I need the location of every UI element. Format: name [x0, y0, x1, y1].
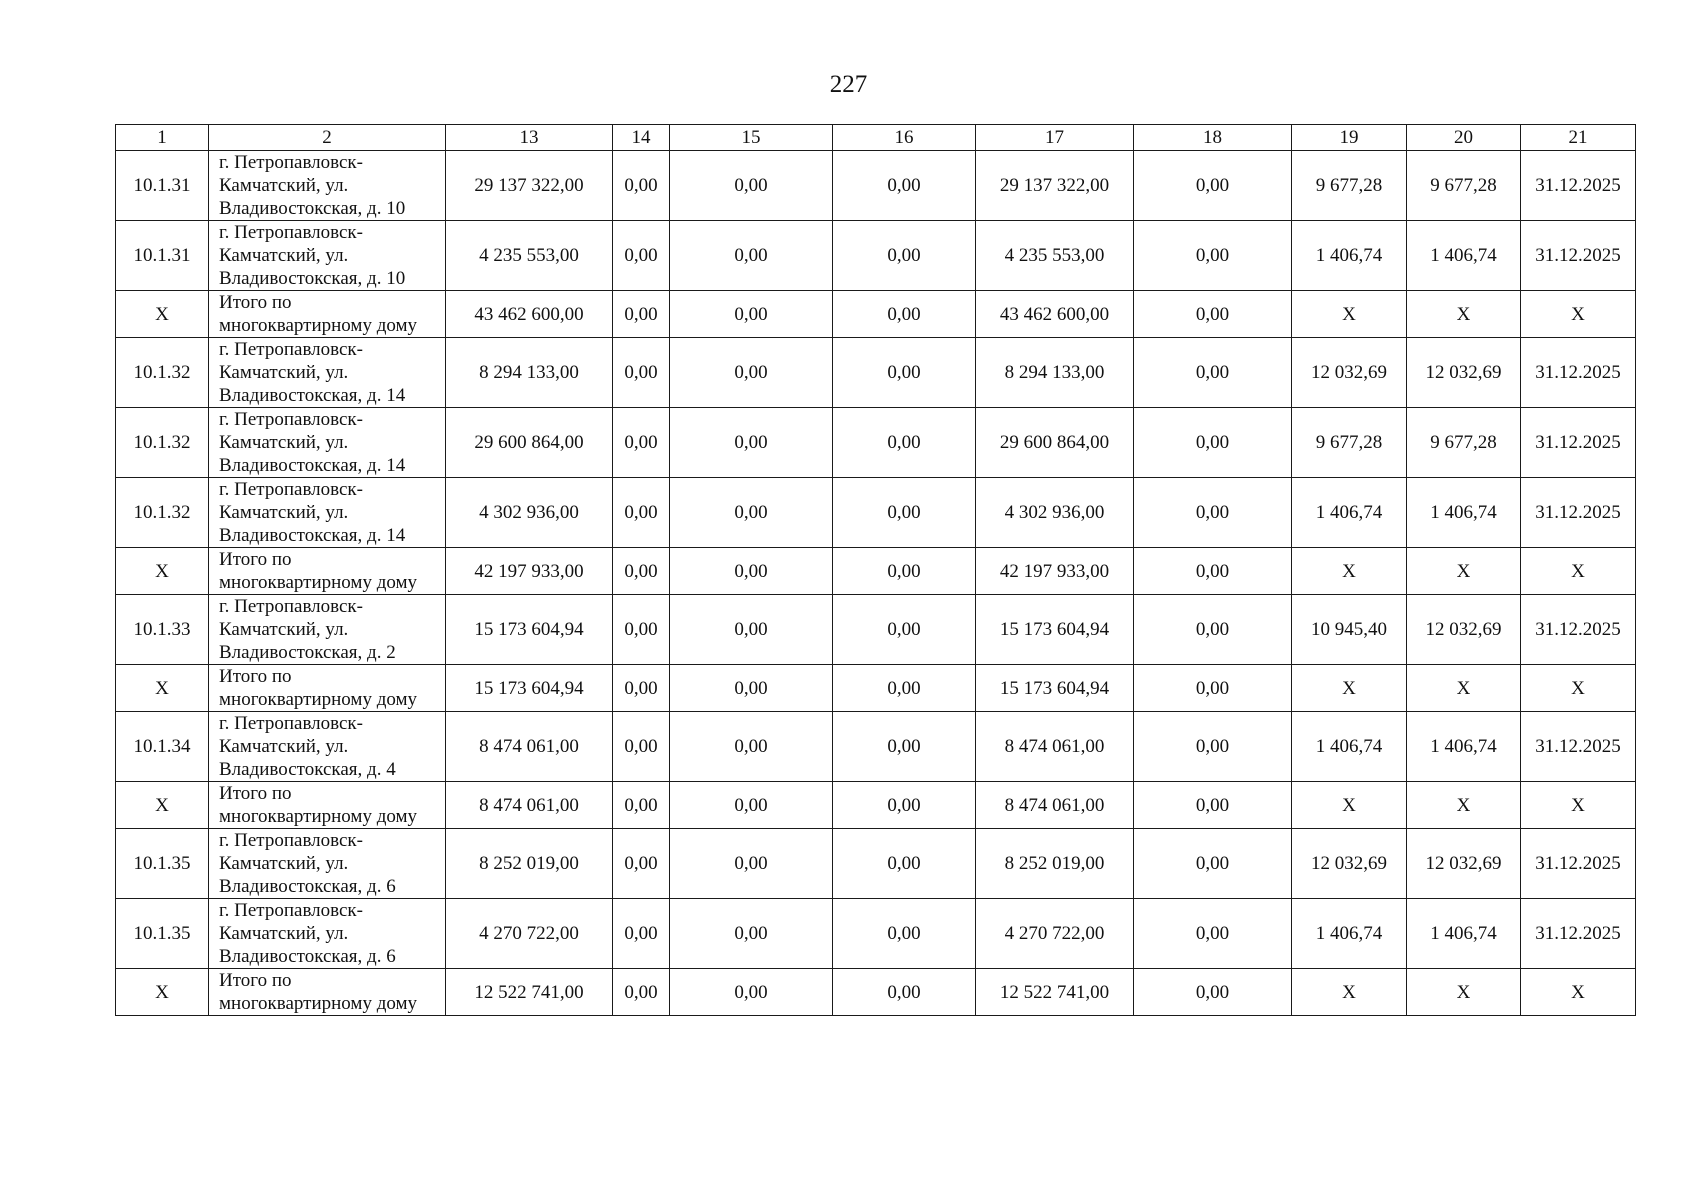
cell-col-20: Х	[1407, 665, 1521, 712]
cell-col-17: 8 294 133,00	[976, 338, 1134, 408]
cell-col-18: 0,00	[1134, 665, 1292, 712]
cell-col-21: 31.12.2025	[1521, 595, 1636, 665]
address-line: Камчатский, ул.	[219, 245, 349, 266]
table-row	[116, 478, 1636, 548]
cell-col-16: 0,00	[833, 899, 976, 969]
cell-col-16: 0,00	[833, 221, 976, 291]
table-row	[116, 221, 1636, 291]
address-line: Итого по	[219, 783, 292, 804]
cell-address	[209, 782, 446, 829]
cell-col-20: 9 677,28	[1407, 408, 1521, 478]
cell-col-14: 0,00	[613, 151, 670, 221]
cell-col-13: 15 173 604,94	[446, 665, 613, 712]
cell-col-15: 0,00	[670, 899, 833, 969]
cell-col-18: 0,00	[1134, 595, 1292, 665]
address-line: многоквартирному дому	[219, 689, 418, 710]
cell-col-13: 4 270 722,00	[446, 899, 613, 969]
address-line: Итого по	[219, 666, 292, 687]
cell-col-21: 31.12.2025	[1521, 712, 1636, 782]
column-header-col-13: 13	[446, 125, 613, 151]
address-line: Владивостокская, д. 6	[219, 946, 396, 967]
cell-col-17: 4 302 936,00	[976, 478, 1134, 548]
cell-col-14: 0,00	[613, 548, 670, 595]
cell-col-20: Х	[1407, 291, 1521, 338]
cell-col-17: 4 270 722,00	[976, 899, 1134, 969]
cell-col-21: Х	[1521, 782, 1636, 829]
cell-col-21: 31.12.2025	[1521, 408, 1636, 478]
address-line: многоквартирному дому	[219, 993, 418, 1014]
cell-col-17: 15 173 604,94	[976, 595, 1134, 665]
total-row	[116, 665, 1636, 712]
cell-address	[209, 595, 446, 665]
cell-col-19: 12 032,69	[1292, 338, 1407, 408]
cell-col-19: 1 406,74	[1292, 221, 1407, 291]
table-row	[116, 712, 1636, 782]
cell-col-20: 12 032,69	[1407, 595, 1521, 665]
cell-col-15: 0,00	[670, 291, 833, 338]
cell-col-17: 42 197 933,00	[976, 548, 1134, 595]
address-line: Камчатский, ул.	[219, 175, 349, 196]
cell-col-13: 12 522 741,00	[446, 969, 613, 1016]
cell-col-16: 0,00	[833, 408, 976, 478]
cell-col-17: 8 474 061,00	[976, 712, 1134, 782]
cell-col-18: 0,00	[1134, 338, 1292, 408]
total-row	[116, 782, 1636, 829]
cell-row-number: Х	[116, 665, 209, 712]
cell-col-15: 0,00	[670, 221, 833, 291]
table-row	[116, 151, 1636, 221]
cell-row-number: Х	[116, 548, 209, 595]
address-line: Итого по	[219, 549, 292, 570]
column-header-col-14: 14	[613, 125, 670, 151]
cell-col-18: 0,00	[1134, 829, 1292, 899]
cell-address	[209, 478, 446, 548]
cell-col-13: 4 302 936,00	[446, 478, 613, 548]
cell-row-number: 10.1.32	[116, 408, 209, 478]
cell-row-number: 10.1.31	[116, 151, 209, 221]
address-line: Камчатский, ул.	[219, 362, 349, 383]
column-header-address: 2	[209, 125, 446, 151]
cell-address	[209, 829, 446, 899]
cell-col-14: 0,00	[613, 595, 670, 665]
cell-col-16: 0,00	[833, 712, 976, 782]
cell-col-13: 29 137 322,00	[446, 151, 613, 221]
cell-col-20: 1 406,74	[1407, 221, 1521, 291]
cell-address	[209, 665, 446, 712]
address-line: г. Петропавловск-	[219, 713, 363, 734]
cell-col-16: 0,00	[833, 969, 976, 1016]
cell-address	[209, 899, 446, 969]
column-header-col-15: 15	[670, 125, 833, 151]
table-body	[116, 125, 1636, 1016]
cell-col-20: 1 406,74	[1407, 712, 1521, 782]
cell-col-14: 0,00	[613, 291, 670, 338]
cell-row-number: 10.1.32	[116, 338, 209, 408]
cell-row-number: 10.1.33	[116, 595, 209, 665]
cell-col-18: 0,00	[1134, 151, 1292, 221]
address-line: Владивостокская, д. 14	[219, 455, 406, 476]
cell-col-13: 29 600 864,00	[446, 408, 613, 478]
cell-col-20: 9 677,28	[1407, 151, 1521, 221]
total-row	[116, 548, 1636, 595]
cell-col-15: 0,00	[670, 408, 833, 478]
cell-col-15: 0,00	[670, 829, 833, 899]
cell-col-16: 0,00	[833, 548, 976, 595]
address-line: г. Петропавловск-	[219, 596, 363, 617]
table-row	[116, 899, 1636, 969]
page-number: 227	[829, 71, 868, 98]
cell-address	[209, 291, 446, 338]
cell-col-21: Х	[1521, 548, 1636, 595]
column-header-col-19: 19	[1292, 125, 1407, 151]
column-header-col-21: 21	[1521, 125, 1636, 151]
cell-col-13: 8 474 061,00	[446, 782, 613, 829]
cell-address	[209, 408, 446, 478]
cell-col-18: 0,00	[1134, 899, 1292, 969]
cell-col-14: 0,00	[613, 665, 670, 712]
cell-col-18: 0,00	[1134, 478, 1292, 548]
cell-col-19: Х	[1292, 291, 1407, 338]
cell-col-17: 43 462 600,00	[976, 291, 1134, 338]
address-line: г. Петропавловск-	[219, 830, 363, 851]
cell-col-21: 31.12.2025	[1521, 151, 1636, 221]
cell-col-20: Х	[1407, 548, 1521, 595]
cell-col-20: 12 032,69	[1407, 829, 1521, 899]
cell-col-15: 0,00	[670, 782, 833, 829]
cell-col-15: 0,00	[670, 595, 833, 665]
address-line: Владивостокская, д. 6	[219, 876, 396, 897]
address-line: Камчатский, ул.	[219, 853, 349, 874]
address-line: Владивостокская, д. 14	[219, 385, 406, 406]
address-line: Владивостокская, д. 2	[219, 642, 396, 663]
cell-col-17: 8 252 019,00	[976, 829, 1134, 899]
cell-col-19: Х	[1292, 969, 1407, 1016]
cell-col-18: 0,00	[1134, 221, 1292, 291]
cell-address	[209, 548, 446, 595]
cell-address	[209, 338, 446, 408]
cell-col-16: 0,00	[833, 478, 976, 548]
cell-col-14: 0,00	[613, 782, 670, 829]
address-line: г. Петропавловск-	[219, 900, 363, 921]
address-line: Итого по	[219, 292, 292, 313]
column-header-col-17: 17	[976, 125, 1134, 151]
cell-row-number: Х	[116, 969, 209, 1016]
address-line: многоквартирному дому	[219, 315, 418, 336]
address-line: Камчатский, ул.	[219, 619, 349, 640]
address-line: Владивостокская, д. 10	[219, 198, 406, 219]
column-header-col-18: 18	[1134, 125, 1292, 151]
table-row	[116, 338, 1636, 408]
header-row	[116, 125, 1636, 151]
cell-col-14: 0,00	[613, 712, 670, 782]
cell-row-number: 10.1.31	[116, 221, 209, 291]
cell-col-13: 8 474 061,00	[446, 712, 613, 782]
total-row	[116, 969, 1636, 1016]
cell-col-18: 0,00	[1134, 782, 1292, 829]
table-row	[116, 829, 1636, 899]
cell-col-14: 0,00	[613, 478, 670, 548]
address-line: Камчатский, ул.	[219, 736, 349, 757]
cell-col-16: 0,00	[833, 151, 976, 221]
cell-address	[209, 221, 446, 291]
cell-col-13: 8 294 133,00	[446, 338, 613, 408]
cell-address	[209, 151, 446, 221]
cell-col-14: 0,00	[613, 899, 670, 969]
address-line: Камчатский, ул.	[219, 502, 349, 523]
cell-col-13: 42 197 933,00	[446, 548, 613, 595]
column-header-row-number: 1	[116, 125, 209, 151]
cell-col-16: 0,00	[833, 829, 976, 899]
cell-col-19: Х	[1292, 548, 1407, 595]
cell-col-21: 31.12.2025	[1521, 478, 1636, 548]
cell-col-16: 0,00	[833, 291, 976, 338]
table-row	[116, 408, 1636, 478]
cell-row-number: 10.1.35	[116, 899, 209, 969]
address-line: г. Петропавловск-	[219, 152, 363, 173]
cell-col-15: 0,00	[670, 548, 833, 595]
cell-col-19: 1 406,74	[1292, 478, 1407, 548]
cell-col-14: 0,00	[613, 829, 670, 899]
cell-col-20: Х	[1407, 969, 1521, 1016]
cell-col-21: Х	[1521, 969, 1636, 1016]
address-line: г. Петропавловск-	[219, 479, 363, 500]
cell-col-17: 8 474 061,00	[976, 782, 1134, 829]
cell-col-21: 31.12.2025	[1521, 221, 1636, 291]
cell-row-number: Х	[116, 782, 209, 829]
cell-col-15: 0,00	[670, 338, 833, 408]
address-line: Камчатский, ул.	[219, 432, 349, 453]
cell-row-number: 10.1.34	[116, 712, 209, 782]
cell-col-17: 29 600 864,00	[976, 408, 1134, 478]
cell-col-13: 8 252 019,00	[446, 829, 613, 899]
cell-col-17: 4 235 553,00	[976, 221, 1134, 291]
table-row	[116, 595, 1636, 665]
cell-col-21: Х	[1521, 291, 1636, 338]
cell-col-21: Х	[1521, 665, 1636, 712]
cell-col-14: 0,00	[613, 408, 670, 478]
cell-col-19: Х	[1292, 665, 1407, 712]
cell-col-17: 15 173 604,94	[976, 665, 1134, 712]
address-line: Владивостокская, д. 10	[219, 268, 406, 289]
address-line: г. Петропавловск-	[219, 339, 363, 360]
address-line: г. Петропавловск-	[219, 409, 363, 430]
cell-col-17: 29 137 322,00	[976, 151, 1134, 221]
column-header-col-20: 20	[1407, 125, 1521, 151]
address-line: г. Петропавловск-	[219, 222, 363, 243]
cell-col-18: 0,00	[1134, 548, 1292, 595]
cell-col-16: 0,00	[833, 338, 976, 408]
data-table	[115, 124, 1636, 1016]
address-line: Камчатский, ул.	[219, 923, 349, 944]
cell-col-14: 0,00	[613, 338, 670, 408]
cell-col-18: 0,00	[1134, 291, 1292, 338]
cell-col-19: Х	[1292, 782, 1407, 829]
cell-col-15: 0,00	[670, 712, 833, 782]
cell-col-15: 0,00	[670, 151, 833, 221]
cell-col-20: 1 406,74	[1407, 478, 1521, 548]
cell-col-19: 12 032,69	[1292, 829, 1407, 899]
cell-col-19: 9 677,28	[1292, 408, 1407, 478]
cell-address	[209, 712, 446, 782]
column-header-col-16: 16	[833, 125, 976, 151]
cell-col-21: 31.12.2025	[1521, 338, 1636, 408]
address-line: Владивостокская, д. 14	[219, 525, 406, 546]
cell-col-21: 31.12.2025	[1521, 829, 1636, 899]
cell-col-19: 1 406,74	[1292, 712, 1407, 782]
cell-col-18: 0,00	[1134, 969, 1292, 1016]
cell-col-19: 9 677,28	[1292, 151, 1407, 221]
cell-row-number: 10.1.32	[116, 478, 209, 548]
cell-col-18: 0,00	[1134, 712, 1292, 782]
cell-col-20: Х	[1407, 782, 1521, 829]
cell-col-15: 0,00	[670, 969, 833, 1016]
cell-col-17: 12 522 741,00	[976, 969, 1134, 1016]
cell-address	[209, 969, 446, 1016]
cell-col-14: 0,00	[613, 221, 670, 291]
cell-col-13: 4 235 553,00	[446, 221, 613, 291]
address-line: Владивостокская, д. 4	[219, 759, 396, 780]
cell-col-13: 43 462 600,00	[446, 291, 613, 338]
cell-col-16: 0,00	[833, 595, 976, 665]
cell-col-20: 12 032,69	[1407, 338, 1521, 408]
cell-col-19: 1 406,74	[1292, 899, 1407, 969]
cell-col-13: 15 173 604,94	[446, 595, 613, 665]
total-row	[116, 291, 1636, 338]
cell-col-19: 10 945,40	[1292, 595, 1407, 665]
cell-col-21: 31.12.2025	[1521, 899, 1636, 969]
address-line: многоквартирному дому	[219, 806, 418, 827]
address-line: Итого по	[219, 970, 292, 991]
cell-col-15: 0,00	[670, 478, 833, 548]
cell-col-18: 0,00	[1134, 408, 1292, 478]
cell-col-16: 0,00	[833, 665, 976, 712]
cell-row-number: 10.1.35	[116, 829, 209, 899]
address-line: многоквартирному дому	[219, 572, 418, 593]
cell-row-number: Х	[116, 291, 209, 338]
cell-col-14: 0,00	[613, 969, 670, 1016]
cell-col-15: 0,00	[670, 665, 833, 712]
cell-col-20: 1 406,74	[1407, 899, 1521, 969]
cell-col-16: 0,00	[833, 782, 976, 829]
